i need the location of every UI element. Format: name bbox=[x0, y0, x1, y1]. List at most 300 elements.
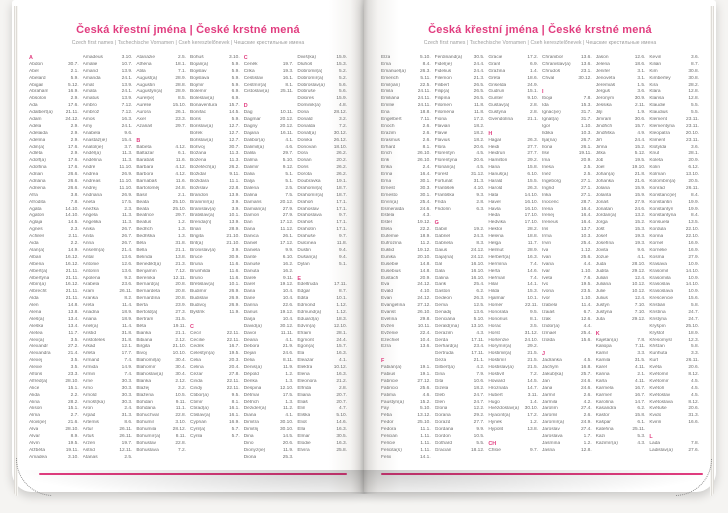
name: Dalena bbox=[243, 185, 259, 191]
name: Amy bbox=[82, 123, 93, 129]
name: Flavius bbox=[434, 137, 450, 143]
name-entry bbox=[649, 441, 699, 448]
name: Gina bbox=[434, 371, 445, 377]
name-day-date: 31.8. bbox=[121, 330, 133, 336]
name-entry bbox=[190, 234, 240, 241]
name-entry bbox=[596, 248, 646, 255]
name-entry bbox=[649, 372, 699, 379]
name-entry bbox=[136, 303, 186, 310]
name-entry bbox=[596, 241, 646, 248]
name-day-date: 21.4. bbox=[121, 247, 133, 253]
name-day-date: 20.3. bbox=[229, 358, 240, 364]
name-day-date: 18.3. bbox=[336, 316, 347, 322]
name-entry bbox=[381, 372, 431, 379]
name-day-date: 5.6. bbox=[339, 82, 347, 88]
name-day-date: 13.9. bbox=[121, 82, 133, 88]
name: Garik bbox=[434, 282, 447, 288]
name-day-date: 1.10. bbox=[581, 123, 592, 129]
name-entry bbox=[297, 255, 347, 262]
name-day-date: 21.4. bbox=[68, 351, 79, 357]
name-day-date: 16.12. bbox=[65, 254, 79, 260]
name-day-date: 26.2. bbox=[336, 172, 347, 178]
name-entry bbox=[29, 138, 79, 145]
name: Drahoslav bbox=[297, 206, 319, 212]
name: Cecílie bbox=[190, 337, 205, 343]
name: Dětřich bbox=[243, 399, 259, 405]
name-day-date: 10.7. bbox=[121, 61, 133, 67]
name: Fatima bbox=[381, 392, 396, 398]
name: Bonifác bbox=[190, 110, 207, 116]
name-entry bbox=[244, 124, 294, 131]
name: Blažena bbox=[136, 392, 154, 398]
name: Daria bbox=[243, 289, 256, 295]
name: Drahoň bbox=[297, 199, 314, 205]
name: Jasmína bbox=[542, 440, 561, 446]
name: Denis(a) bbox=[243, 365, 262, 371]
name: Jaroslav bbox=[542, 427, 560, 433]
name-day-date: 25.6. bbox=[581, 254, 592, 260]
section-letter: H bbox=[488, 130, 493, 137]
name-entry bbox=[190, 427, 240, 434]
name-day-date: 21.6. bbox=[68, 420, 79, 426]
name: Grant bbox=[488, 61, 501, 67]
name-entry bbox=[83, 55, 133, 62]
name: Armida bbox=[82, 365, 98, 371]
name: Donovan bbox=[297, 144, 317, 150]
name: Ariana bbox=[82, 316, 97, 322]
names-column bbox=[381, 55, 431, 459]
name-entry bbox=[297, 427, 347, 434]
name-day-date: 28.2. bbox=[688, 82, 699, 88]
name: Daniela bbox=[243, 247, 260, 253]
name-day-date: 20.12. bbox=[280, 199, 294, 205]
name: Dalia bbox=[243, 172, 255, 178]
name: Kornélie bbox=[649, 247, 667, 253]
name-day-date: 18.1. bbox=[175, 61, 187, 67]
name: Aranka bbox=[82, 296, 98, 302]
name-day-date: 13.5. bbox=[688, 220, 699, 226]
name: Edvín(a) bbox=[297, 323, 316, 329]
name-day-date: 26.7. bbox=[121, 241, 133, 247]
name-day-date: 30.10. bbox=[280, 420, 294, 426]
name-entry bbox=[244, 76, 294, 83]
name-day-date: 11.9. bbox=[283, 365, 294, 371]
name-day-date: 14.5. bbox=[68, 220, 79, 226]
name-entry bbox=[435, 255, 485, 262]
name-day-date: 25.10. bbox=[417, 420, 431, 426]
name-entry bbox=[136, 365, 186, 372]
name-entry bbox=[488, 379, 538, 386]
name: Klementýna bbox=[649, 123, 675, 129]
name-day-date: 19.12. bbox=[417, 220, 431, 226]
name-day-date: 11.1. bbox=[229, 179, 240, 185]
name-entry bbox=[542, 62, 592, 69]
name: Kurt bbox=[649, 358, 659, 364]
name: Ábel bbox=[29, 68, 39, 74]
name: Drahomír(a) bbox=[297, 192, 324, 198]
name: Dagny bbox=[243, 123, 258, 129]
name-day-date: 5.1. bbox=[285, 179, 294, 185]
name: Barbara bbox=[136, 165, 154, 171]
name: Emílie bbox=[381, 103, 395, 109]
name-day-date: 26.11. bbox=[119, 427, 133, 433]
name-day-date: 11.4. bbox=[581, 303, 592, 309]
name-entry bbox=[596, 386, 646, 393]
name: Kryšpín bbox=[649, 323, 666, 329]
name-entry bbox=[83, 331, 133, 338]
name-entry bbox=[649, 317, 699, 324]
name-entry bbox=[488, 62, 538, 69]
name: Anežka bbox=[82, 206, 99, 212]
name: Danuše bbox=[243, 261, 261, 267]
name: Dobromil(a) bbox=[297, 68, 323, 74]
name: Bernardína bbox=[136, 296, 161, 302]
name: Chrudoš bbox=[542, 68, 561, 74]
name-day-date: 1.11. bbox=[420, 447, 431, 453]
name: Ambro bbox=[82, 103, 97, 109]
name-day-date: 17.6. bbox=[68, 103, 79, 109]
name-day-date: 2.3. bbox=[70, 227, 79, 233]
name-day-date: 30.3. bbox=[420, 185, 431, 191]
name-entry bbox=[488, 262, 538, 269]
name-entry bbox=[488, 310, 538, 317]
name: Hanuš(a) bbox=[488, 172, 509, 178]
name-entry bbox=[29, 269, 79, 276]
name-entry bbox=[596, 200, 646, 207]
name-entry bbox=[244, 131, 294, 138]
corner-perforation-left bbox=[10, 458, 52, 500]
page-header bbox=[12, 0, 364, 46]
name-day-date: 3.5. bbox=[70, 337, 79, 343]
name-day-date: 10.1. bbox=[336, 296, 347, 302]
name-day-date: 24.6. bbox=[634, 206, 646, 212]
name-day-date: 16.10. bbox=[471, 261, 485, 267]
name: Ilona bbox=[542, 144, 553, 150]
name: Jaromil bbox=[542, 413, 558, 419]
name: Jorga bbox=[595, 220, 608, 226]
name-entry bbox=[29, 234, 79, 241]
name-entry bbox=[136, 117, 186, 124]
name-day-date: 16.4. bbox=[420, 172, 431, 178]
name-entry bbox=[596, 262, 646, 269]
name-day-date: 15.1. bbox=[68, 406, 79, 412]
name-entry bbox=[596, 124, 646, 131]
name: Blahomil(a) bbox=[136, 358, 161, 364]
name: Ingeborg bbox=[542, 179, 561, 185]
name: Dimitra bbox=[243, 420, 259, 426]
name-day-date: 2.9. bbox=[70, 96, 79, 102]
name: Ida bbox=[542, 103, 549, 109]
name-day-date: 18.2. bbox=[473, 385, 485, 391]
name: Armin bbox=[82, 371, 96, 377]
name-day-date: 2.8. bbox=[530, 103, 539, 109]
name: Františka bbox=[434, 192, 455, 198]
name-day-date: 5.8. bbox=[691, 303, 699, 309]
name-entry bbox=[136, 179, 186, 186]
name-entry bbox=[542, 434, 592, 441]
name: Brit(a) bbox=[190, 241, 204, 247]
name-entry bbox=[488, 393, 538, 400]
name: Kordula bbox=[649, 227, 666, 233]
name: Gordana bbox=[434, 427, 454, 433]
name: Jan bbox=[542, 378, 550, 384]
name: Dino bbox=[243, 440, 254, 446]
name-day-date: 18.6. bbox=[527, 75, 539, 81]
name-day-date: 29.7. bbox=[175, 123, 187, 129]
name-entry bbox=[29, 434, 79, 441]
name-day-date: 18.2. bbox=[473, 123, 485, 129]
name: Gema bbox=[434, 303, 448, 309]
name: Ena bbox=[381, 110, 390, 116]
name-day-date: 24.7. bbox=[688, 316, 699, 322]
name: Budislav bbox=[190, 296, 209, 302]
name-entry bbox=[244, 248, 294, 255]
name: Diona bbox=[243, 454, 257, 459]
name-day-date: 19.12. bbox=[280, 309, 294, 315]
name-day-date: 28.9. bbox=[175, 75, 187, 81]
name-day-date: 5.11. bbox=[420, 75, 431, 81]
name-entry bbox=[83, 372, 133, 379]
name-entry bbox=[435, 179, 485, 186]
name: Jarmila bbox=[542, 399, 558, 405]
name-entry bbox=[596, 427, 646, 434]
name: Jitka bbox=[595, 151, 606, 157]
name: Flóra bbox=[434, 144, 446, 150]
name-day-date: 24.12. bbox=[65, 117, 79, 123]
name: Dora bbox=[297, 151, 308, 157]
name-day-date: 10.3. bbox=[581, 234, 592, 240]
name: Bivoj bbox=[136, 351, 147, 357]
name-day-date: 16.12. bbox=[65, 282, 79, 288]
name: Čílka bbox=[243, 68, 255, 74]
name: Filibert bbox=[434, 82, 450, 88]
name: Anna bbox=[82, 241, 94, 247]
name-day-date: 2.8. bbox=[339, 385, 347, 391]
name-entry bbox=[488, 386, 538, 393]
name: Jimram bbox=[595, 117, 612, 123]
name: Igor bbox=[542, 123, 551, 129]
name-day-date: 30.3. bbox=[121, 378, 133, 384]
name-entry bbox=[435, 172, 485, 179]
name: Dalimír bbox=[243, 165, 259, 171]
name-entry bbox=[29, 131, 79, 138]
name: Jiří bbox=[595, 137, 603, 143]
name-day-date: 2.9. bbox=[70, 151, 79, 157]
name-entry bbox=[649, 172, 699, 179]
name-day-date: 16.10. bbox=[524, 206, 539, 212]
name: Kryštof bbox=[649, 330, 665, 336]
name-day-date: 21.8. bbox=[634, 172, 646, 178]
name-entry bbox=[29, 303, 79, 310]
name: Fidel(ie) bbox=[434, 61, 452, 67]
name-day-date: 4.1. bbox=[285, 137, 294, 143]
name-entry bbox=[596, 193, 646, 200]
name-entry bbox=[136, 255, 186, 262]
name-day-date: 22.6. bbox=[282, 303, 294, 309]
name-entry bbox=[297, 448, 347, 455]
name-day-date: 21.11. bbox=[65, 289, 79, 295]
name-day-date: 27.6. bbox=[688, 447, 699, 453]
name-entry bbox=[244, 365, 294, 372]
name-entry bbox=[435, 131, 485, 138]
name: Erika bbox=[381, 165, 392, 171]
name-day-date: 13.10. bbox=[471, 323, 485, 329]
name: Ivo bbox=[542, 282, 549, 288]
section-letter: I bbox=[542, 89, 544, 96]
name-entry bbox=[435, 324, 485, 331]
name: Albertýna bbox=[29, 275, 50, 281]
name-day-date: 3.9. bbox=[231, 206, 240, 212]
name: Karina bbox=[595, 371, 610, 377]
name: Eva bbox=[381, 282, 390, 288]
name-entry bbox=[435, 124, 485, 131]
name-day-date: 7.2. bbox=[339, 123, 347, 129]
name: Dalina bbox=[243, 192, 258, 198]
name: Adriána bbox=[29, 179, 46, 185]
name-entry bbox=[649, 131, 699, 138]
name-day-date: 4.1. bbox=[339, 358, 347, 364]
name-entry bbox=[136, 331, 186, 338]
name: Eliana bbox=[297, 392, 311, 398]
name-day-date: 14.8. bbox=[420, 268, 431, 274]
name-day-date: 19.9. bbox=[688, 206, 699, 212]
name-day-date: 23.5. bbox=[581, 289, 592, 295]
name-day-date: 19.11. bbox=[578, 151, 592, 157]
name-day-date: 15.7. bbox=[229, 103, 240, 109]
name-entry bbox=[488, 179, 538, 186]
name-entry bbox=[649, 269, 699, 276]
name-day-date: 10.4. bbox=[282, 296, 294, 302]
name-day-date: 30.1. bbox=[420, 192, 431, 198]
name: Krescencie bbox=[649, 296, 674, 302]
name: Homér bbox=[488, 303, 503, 309]
name-day-date: 13.7. bbox=[581, 227, 592, 233]
name-day-date: 28.1. bbox=[336, 330, 347, 336]
name: Ildika bbox=[542, 130, 554, 136]
name-day-date: 11.8. bbox=[474, 103, 485, 109]
name-entry bbox=[435, 110, 485, 117]
name-day-date: 6.12. bbox=[688, 165, 699, 171]
name-day-date: 8.7. bbox=[339, 289, 347, 295]
name: Běla bbox=[136, 241, 146, 247]
name-day-date: 31.8. bbox=[121, 337, 133, 343]
name: Genadij bbox=[434, 309, 452, 315]
name-entry bbox=[649, 200, 699, 207]
name-day-date: 28.12. bbox=[172, 427, 187, 433]
name-entry bbox=[596, 441, 646, 448]
name-day-date: 24.12. bbox=[471, 254, 485, 260]
name-entry bbox=[649, 393, 699, 400]
name-day-date: 11.9. bbox=[283, 447, 294, 453]
name-day-date: 9.5. bbox=[231, 392, 240, 398]
name: Kamila bbox=[595, 358, 611, 364]
name: Darja bbox=[243, 316, 256, 322]
name-day-date: 31.7. bbox=[581, 117, 592, 123]
name: Genciána bbox=[434, 316, 456, 322]
name: Adléta bbox=[29, 151, 43, 157]
name-day-date: 4.5. bbox=[691, 392, 699, 398]
name-day-date: 1.10. bbox=[581, 296, 592, 302]
names-column bbox=[488, 55, 538, 459]
corner-perforation-right bbox=[676, 458, 718, 500]
name-entry bbox=[29, 248, 79, 255]
name-entry bbox=[381, 110, 431, 117]
name-entry bbox=[297, 262, 347, 269]
name-entry bbox=[381, 186, 431, 193]
name: Čistoslav(a) bbox=[243, 89, 270, 95]
name: Abdon bbox=[29, 61, 43, 67]
name-day-date: 24.9. bbox=[581, 420, 592, 426]
name-day-date: 25.4. bbox=[581, 241, 592, 247]
name-entry bbox=[542, 76, 592, 83]
name-day-date: 5.10. bbox=[473, 316, 485, 322]
name-day-date: 15.3. bbox=[527, 289, 539, 295]
name-entry bbox=[542, 386, 592, 393]
name-day-date: 30.6. bbox=[634, 117, 646, 123]
name-day-date: 17.1. bbox=[336, 227, 347, 233]
name-day-date: 26.2. bbox=[336, 151, 347, 157]
name-day-date: 15.10. bbox=[172, 103, 187, 109]
name: Heda bbox=[488, 213, 500, 219]
name-day-date: 22.8. bbox=[175, 413, 187, 419]
name-day-date: 6.10. bbox=[527, 172, 539, 178]
name-day-date: 12.11. bbox=[119, 447, 133, 453]
name: Jindřich bbox=[595, 123, 613, 129]
name-day-date: 9.6. bbox=[124, 130, 133, 136]
name-day-date: 11.12. bbox=[280, 227, 294, 233]
name-day-date: 15.8. bbox=[527, 165, 539, 171]
name-day-date: 10.9. bbox=[688, 261, 699, 267]
name-day-date: 25.8. bbox=[336, 447, 347, 453]
name-entry bbox=[542, 234, 592, 241]
name-day-date: 2.6. bbox=[422, 123, 431, 129]
name-day-date: 17.6. bbox=[68, 165, 79, 171]
name: Kastor bbox=[595, 413, 610, 419]
name-day-date: 22.5. bbox=[420, 82, 431, 88]
name-day-date: 17.2. bbox=[473, 117, 485, 123]
name: Konsuela bbox=[649, 220, 670, 226]
name: Ignát(a) bbox=[542, 117, 559, 123]
name-day-date: 3.3. bbox=[691, 351, 699, 357]
name-entry bbox=[435, 200, 485, 207]
name-entry bbox=[297, 248, 347, 255]
name-entry bbox=[190, 310, 240, 317]
name: Čestmír(a) bbox=[243, 82, 267, 88]
name: Kolman bbox=[649, 172, 666, 178]
name-entry bbox=[381, 303, 431, 310]
name-day-date: 3.2. bbox=[339, 117, 347, 123]
name-day-date: 28.8. bbox=[175, 82, 187, 88]
name-entry bbox=[190, 172, 240, 179]
name-entry bbox=[435, 386, 485, 393]
name: Dezider(a) bbox=[243, 406, 267, 412]
name-entry bbox=[542, 441, 592, 448]
name-day-date: 1.5. bbox=[637, 82, 646, 88]
name-day-date: 12.1. bbox=[121, 344, 133, 350]
name-day-date: 3.7. bbox=[124, 144, 133, 150]
name: Amanda bbox=[82, 75, 101, 81]
name-day-date: 18.7. bbox=[336, 185, 347, 191]
name-day-date: 7.2. bbox=[530, 371, 539, 377]
name-day-date: 13.12. bbox=[417, 413, 431, 419]
name-entry bbox=[488, 117, 538, 124]
name: Kira bbox=[649, 82, 658, 88]
name-day-date: 31.8. bbox=[175, 241, 187, 247]
name-day-date: 12.2. bbox=[473, 406, 485, 412]
name-day-date: 22.11. bbox=[226, 337, 240, 343]
name-day-date: 2.11. bbox=[635, 103, 646, 109]
name-day-date: 29.12. bbox=[632, 316, 646, 322]
